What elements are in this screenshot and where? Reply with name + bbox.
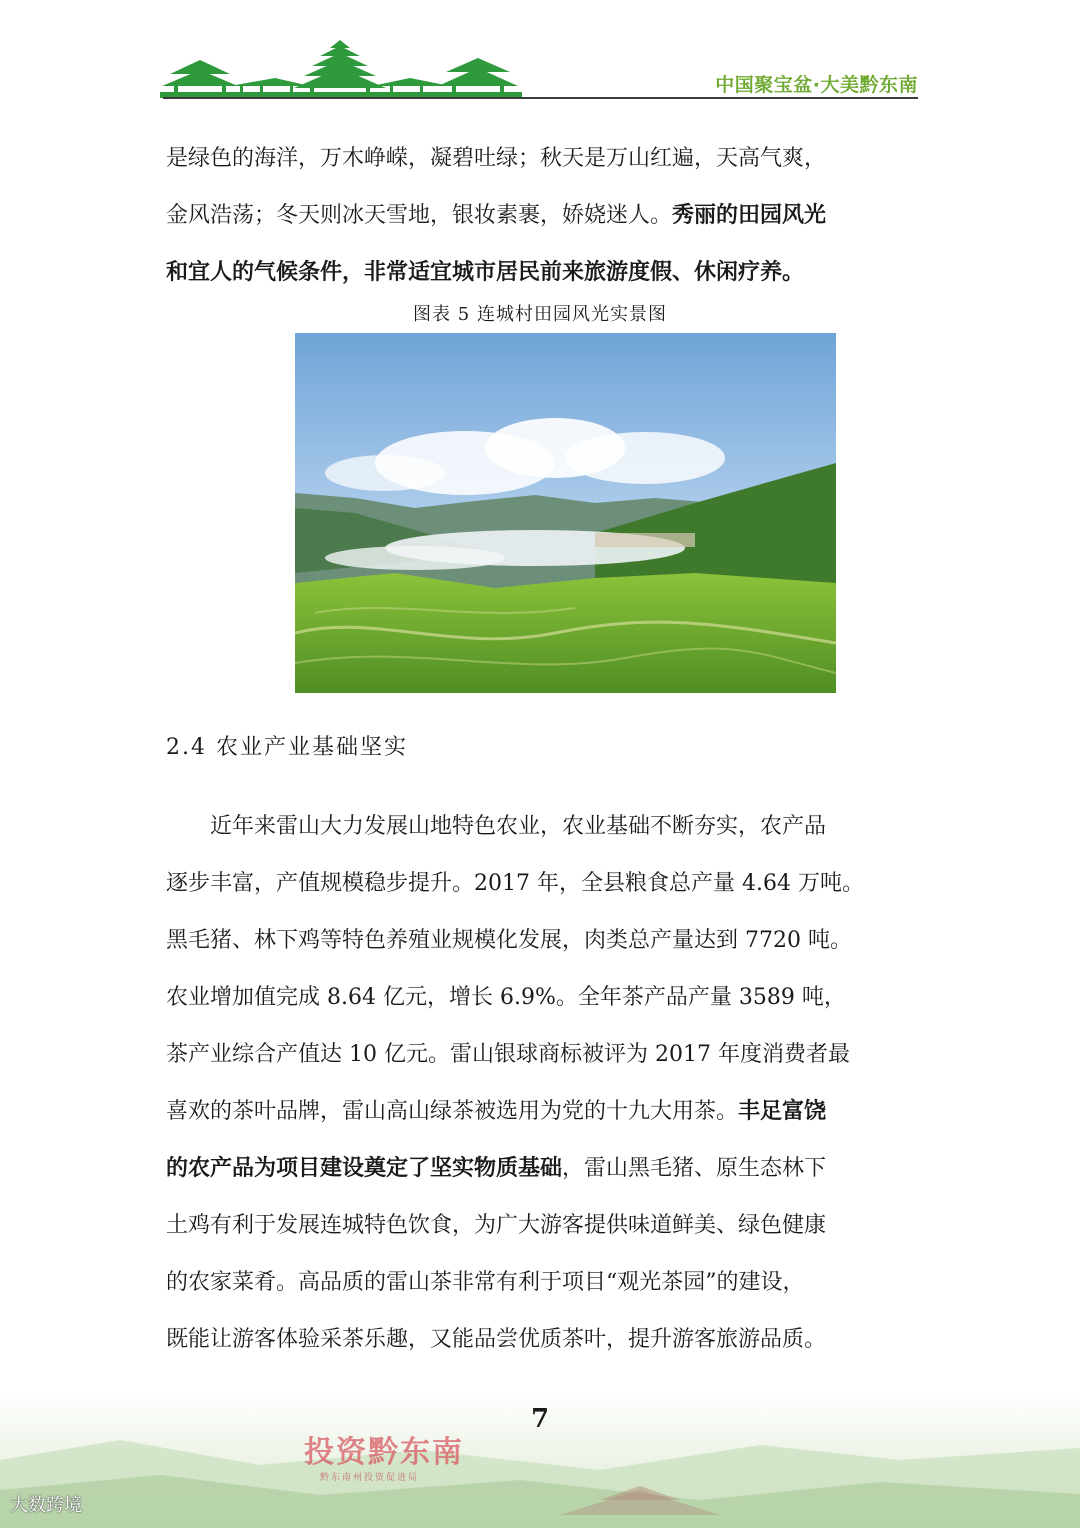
text-line: 逐步丰富，产值规模稳步提升。2017 年，全县粮食总产量 4.64 万吨。 bbox=[166, 871, 864, 896]
text-line: 农业增加值完成 8.64 亿元，增长 6.9%。全年茶产品产量 3589 吨， bbox=[166, 985, 846, 1010]
watermark: 大数跨境 bbox=[10, 1495, 82, 1516]
figure-caption: 图表 5 连城村田园风光实景图 bbox=[413, 304, 667, 325]
text-line: 是绿色的海洋，万木峥嵘，凝碧吐绿；秋天是万山红遍，天高气爽， bbox=[166, 146, 827, 171]
header-divider bbox=[163, 97, 918, 99]
text-segment: 喜欢的茶叶品牌，雷山高山绿茶被选用为党的十九大用茶。 bbox=[166, 1099, 739, 1124]
text-line: 既能让游客体验采茶乐趣，又能品尝优质茶叶，提升游客旅游品质。 bbox=[166, 1327, 827, 1352]
body-paragraph bbox=[166, 798, 918, 1368]
footer-brand-logo: 投资黔东南 bbox=[304, 1435, 464, 1470]
text-line: 的农家菜肴。高品质的雷山茶非常有利于项目“观光茶园”的建设， bbox=[166, 1270, 805, 1295]
section-heading: 2.4 农业产业基础坚实 bbox=[166, 735, 408, 760]
drum-tower-logo-icon bbox=[160, 38, 522, 100]
text-line: 黑毛猪、林下鸡等特色养殖业规模化发展，肉类总产量达到 7720 吨。 bbox=[166, 928, 852, 953]
landscape-illustration bbox=[295, 333, 836, 693]
text-segment: 金风浩荡；冬天则冰天雪地，银妆素裹，娇娆迷人。 bbox=[166, 203, 673, 228]
page-header bbox=[0, 0, 1080, 110]
intro-paragraph bbox=[166, 130, 918, 301]
text-line bbox=[166, 1083, 918, 1140]
emphasis-text: 和宜人的气候条件，非常适宜城市居民前来旅游度假、休闲疗养。 bbox=[166, 259, 805, 285]
header-title: 中国聚宝盆·大美黔东南 bbox=[715, 74, 918, 96]
emphasis-text: 丰足富饶 bbox=[738, 1098, 827, 1124]
page-number: 7 bbox=[530, 1404, 550, 1434]
footer-brand-subtitle: 黔东南州投资促进局 bbox=[320, 1473, 420, 1483]
text-line: 土鸡有利于发展连城特色饮食，为广大游客提供味道鲜美、绿色健康 bbox=[166, 1213, 827, 1238]
emphasis-text: 的农产品为项目建设奠定了坚实物质基础 bbox=[166, 1155, 563, 1181]
emphasis-text: 秀丽的田园风光 bbox=[672, 202, 827, 228]
landscape-photo bbox=[295, 333, 836, 693]
text-segment: ，雷山黑毛猪、原生态林下 bbox=[562, 1156, 827, 1181]
text-line: 茶产业综合产值达 10 亿元。雷山银球商标被评为 2017 年度消费者最 bbox=[166, 1042, 850, 1067]
text-line: 近年来雷山大力发展山地特色农业，农业基础不断夯实，农产品 bbox=[210, 814, 827, 839]
text-line bbox=[166, 187, 918, 244]
text-line bbox=[166, 1140, 918, 1197]
